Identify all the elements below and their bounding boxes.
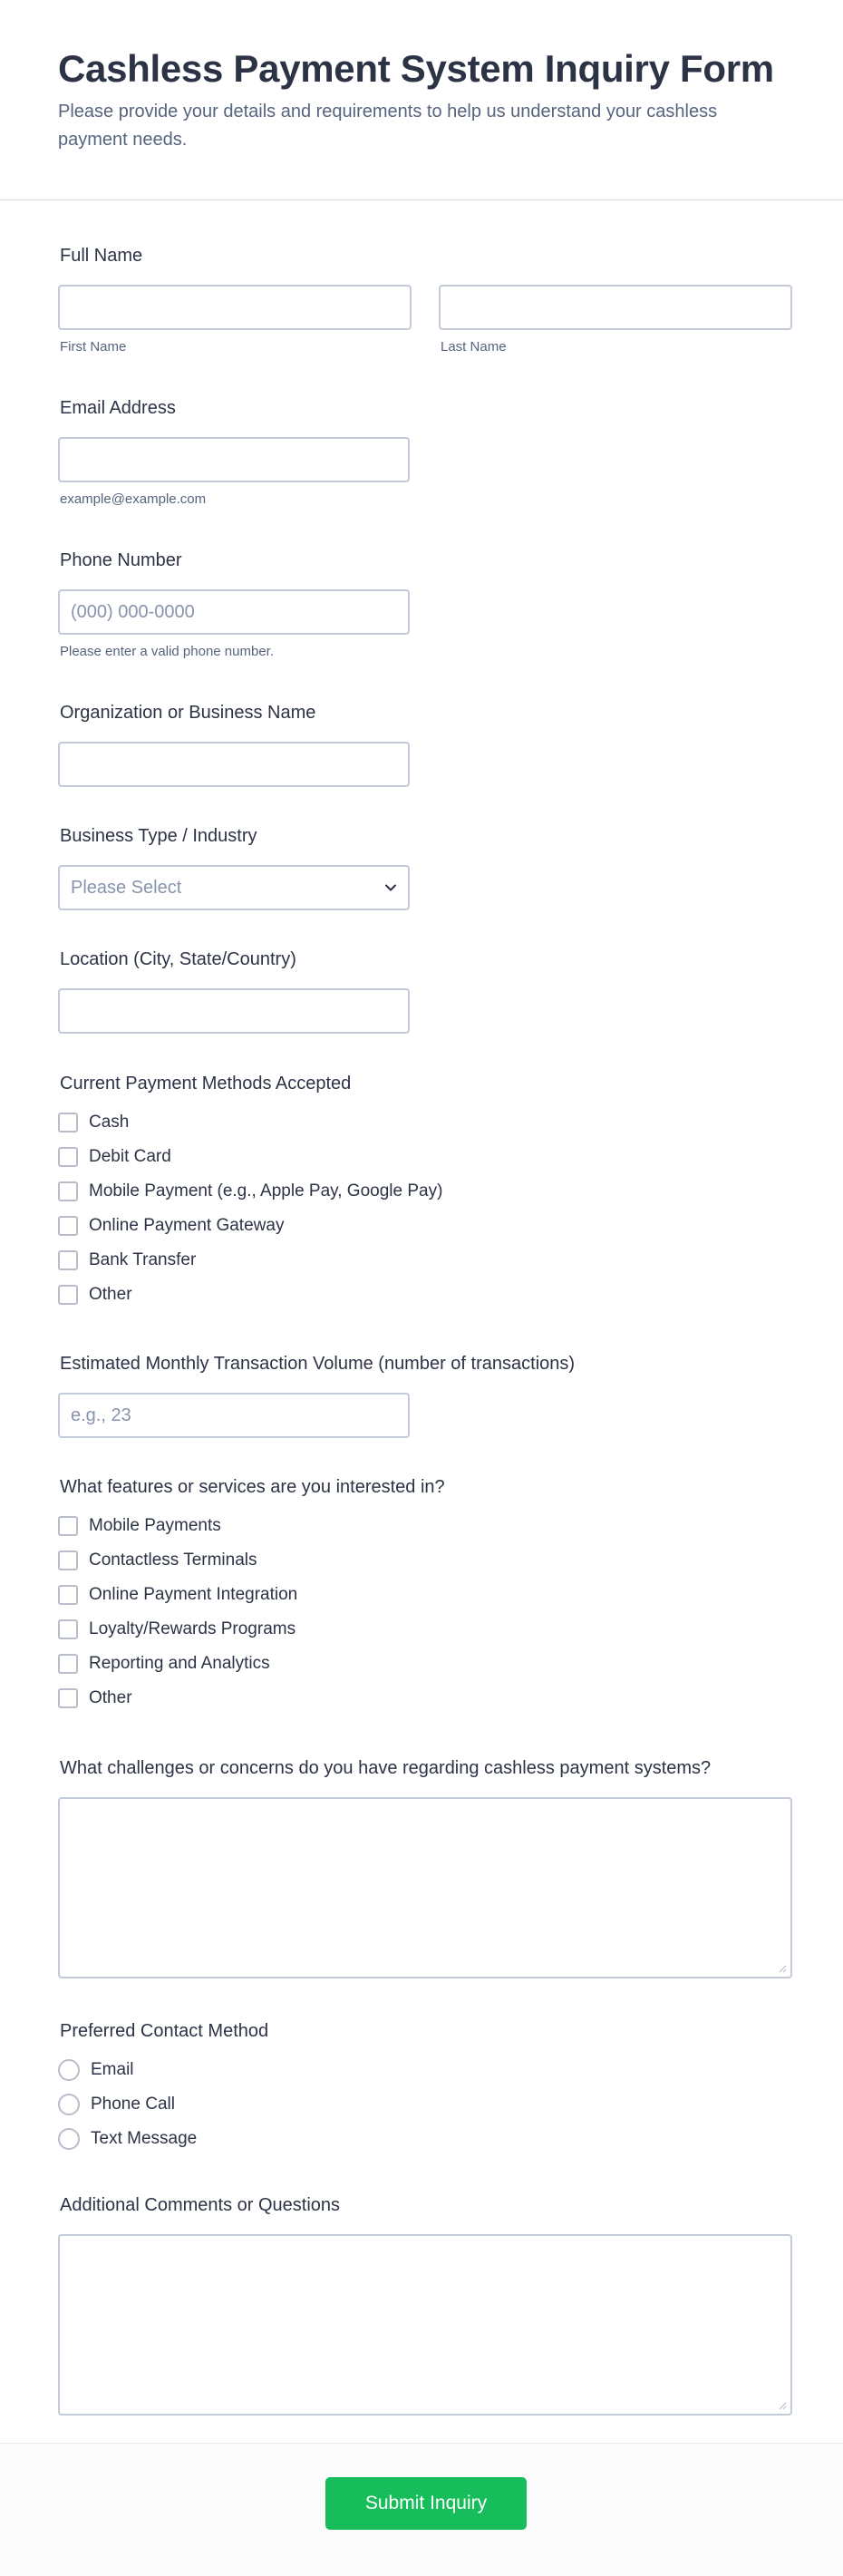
payment-option-other[interactable]: Other — [58, 1278, 442, 1312]
chevron-down-icon — [384, 881, 397, 894]
first-name-input[interactable] — [58, 285, 412, 330]
last-name-input[interactable] — [439, 285, 792, 330]
resize-grip-icon[interactable] — [778, 1964, 787, 1973]
volume-label: Estimated Monthly Transaction Volume (number of transactions) — [60, 1354, 576, 1374]
checkbox[interactable] — [58, 1550, 78, 1570]
radio-button[interactable] — [58, 2128, 80, 2150]
features-label: What features or services are you interested in? — [60, 1477, 445, 1497]
location-input[interactable] — [58, 988, 410, 1034]
volume-placeholder: e.g., 23 — [71, 1405, 131, 1425]
business-type-selected: Please Select — [71, 877, 182, 898]
email-label: Email Address — [60, 398, 176, 418]
checkbox[interactable] — [58, 1585, 78, 1605]
full-name-label: Full Name — [60, 246, 143, 266]
payment-option-mobile-payment[interactable]: Mobile Payment (e.g., Apple Pay, Google Pay) — [58, 1174, 442, 1209]
checkbox[interactable] — [58, 1619, 78, 1639]
checkbox[interactable] — [58, 1113, 78, 1132]
first-name-sublabel: First Name — [60, 339, 127, 355]
payment-option-debit-card[interactable]: Debit Card — [58, 1140, 442, 1174]
contact-option-phone-call[interactable]: Phone Call — [58, 2087, 268, 2122]
volume-field — [58, 1353, 575, 1438]
payment-methods-label: Current Payment Methods Accepted — [60, 1074, 352, 1094]
contact-method-label: Preferred Contact Method — [60, 2021, 269, 2041]
comments-textarea[interactable] — [58, 2234, 792, 2416]
checkbox[interactable] — [58, 1285, 78, 1305]
payment-option-bank-transfer[interactable]: Bank Transfer — [58, 1243, 442, 1278]
challenges-field — [58, 1757, 792, 1978]
payment-methods-options — [58, 1105, 442, 1312]
features-options — [58, 1509, 445, 1716]
checkbox[interactable] — [58, 1516, 78, 1536]
payment-option-online-gateway[interactable]: Online Payment Gateway — [58, 1209, 442, 1243]
feature-option-other[interactable]: Other — [58, 1681, 445, 1716]
challenges-label: What challenges or concerns do you have regarding cashless payment systems? — [60, 1758, 712, 1778]
business-type-select[interactable] — [58, 865, 410, 910]
checkbox[interactable] — [58, 1250, 78, 1270]
contact-method-options — [58, 2053, 268, 2156]
location-field — [58, 948, 410, 1034]
feature-option-reporting[interactable]: Reporting and Analytics — [58, 1647, 445, 1681]
checkbox[interactable] — [58, 1147, 78, 1167]
feature-option-loyalty[interactable]: Loyalty/Rewards Programs — [58, 1612, 445, 1647]
payment-option-cash[interactable]: Cash — [58, 1105, 442, 1140]
checkbox[interactable] — [58, 1181, 78, 1201]
last-name-sublabel: Last Name — [441, 339, 507, 355]
contact-option-text-message[interactable]: Text Message — [58, 2122, 268, 2156]
feature-option-mobile-payments[interactable]: Mobile Payments — [58, 1509, 445, 1543]
feature-option-online-integration[interactable]: Online Payment Integration — [58, 1578, 445, 1612]
checkbox[interactable] — [58, 1216, 78, 1236]
business-type-label: Business Type / Industry — [60, 826, 257, 846]
organization-input[interactable] — [58, 742, 410, 787]
phone-field — [58, 549, 410, 659]
full-name-field — [58, 245, 792, 355]
challenges-textarea[interactable] — [58, 1797, 792, 1978]
checkbox[interactable] — [58, 1654, 78, 1674]
feature-option-contactless[interactable]: Contactless Terminals — [58, 1543, 445, 1578]
form-footer — [0, 2443, 843, 2576]
organization-label: Organization or Business Name — [60, 703, 316, 723]
comments-label: Additional Comments or Questions — [60, 2195, 341, 2215]
phone-input[interactable] — [58, 589, 410, 635]
form-title: Cashless Payment System Inquiry Form — [58, 47, 774, 90]
payment-methods-field — [58, 1073, 442, 1312]
form-subtitle: Please provide your details and requirements to help us understand your cashless payment needs. — [58, 102, 718, 150]
volume-input[interactable] — [58, 1393, 410, 1438]
contact-option-email[interactable]: Email — [58, 2053, 268, 2087]
phone-placeholder: (000) 000-0000 — [71, 601, 195, 622]
phone-sublabel: Please enter a valid phone number. — [60, 644, 274, 659]
comments-field — [58, 2194, 792, 2416]
email-field — [58, 397, 410, 507]
resize-grip-icon[interactable] — [778, 2401, 787, 2410]
organization-field — [58, 702, 410, 787]
email-sublabel: example@example.com — [60, 491, 207, 507]
features-field — [58, 1476, 445, 1716]
location-label: Location (City, State/Country) — [60, 949, 296, 969]
form-header — [0, 0, 843, 200]
business-type-field — [58, 825, 410, 910]
email-input[interactable] — [58, 437, 410, 482]
submit-button[interactable]: Submit Inquiry — [325, 2477, 527, 2530]
checkbox[interactable] — [58, 1688, 78, 1708]
contact-method-field — [58, 2020, 268, 2156]
phone-label: Phone Number — [60, 550, 182, 570]
radio-button[interactable] — [58, 2094, 80, 2115]
radio-button[interactable] — [58, 2059, 80, 2081]
